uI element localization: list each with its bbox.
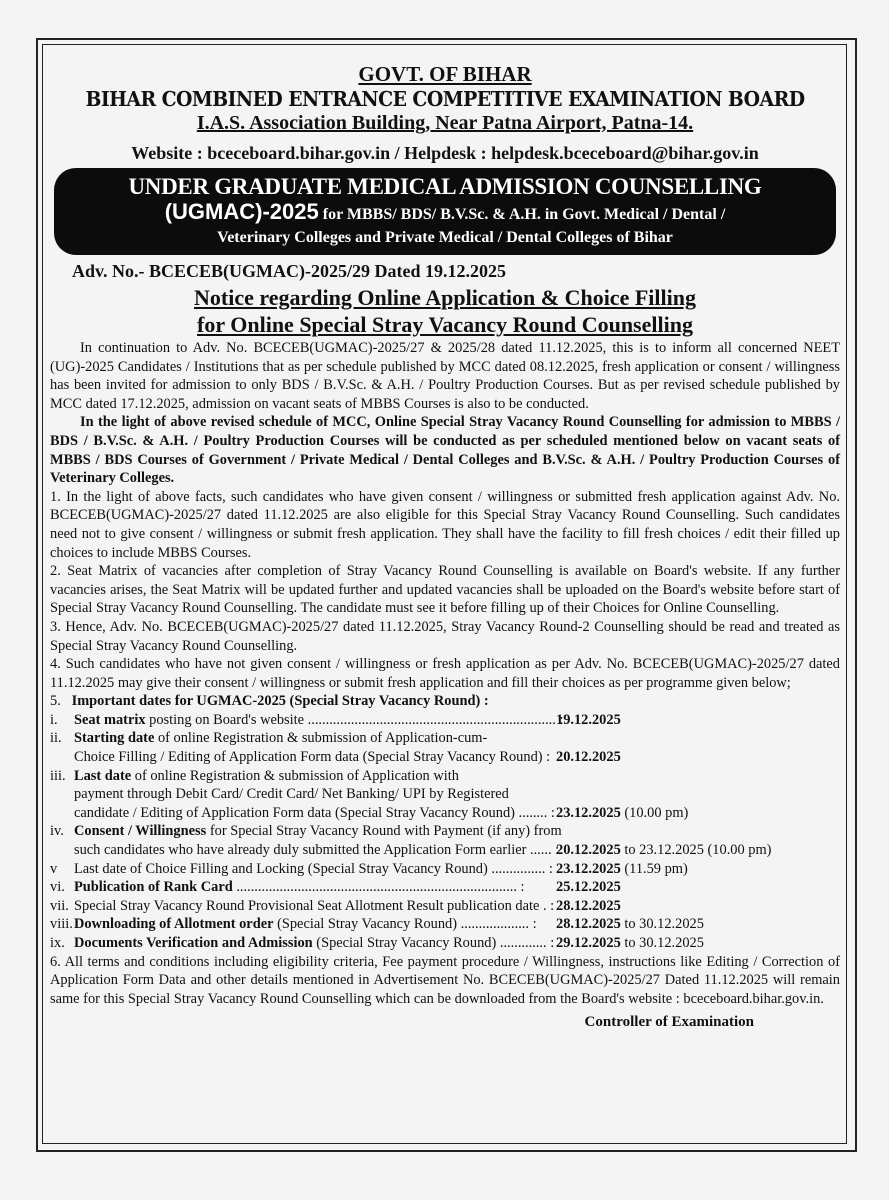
banner-line-2 (62, 200, 828, 227)
date-row-number: vii. (50, 897, 69, 914)
date-row-line: candidate / Editing of Application Form data (Special Stray Vacancy Round) ........ : (74, 804, 555, 821)
govt-heading: GOVT. OF BIHAR (358, 62, 532, 86)
date-row-date: 25.12.2025 (556, 879, 621, 896)
point-3: 3. Hence, Adv. No. BCECEB(UGMAC)-2025/27 dated 11.12.2025, Stray Vacancy Round-2 Counselling should be read and treated as Special Stray Vacancy Round Counselling. (50, 618, 840, 654)
date-row-suffix: (11.59 pm) (620, 860, 688, 877)
date-row-suffix: to 30.12.2025 (620, 935, 704, 951)
point-2: 2. Seat Matrix of vacancies after completion of Stray Vacancy Round Counselling is available on Board's website. If any further vacancies arises, the Seat Matrix will be updated further and updated vacancies shall be uploaded on the Board's website before start of Special Stray Vacancy Round Counselling. The candidate must see it before filling up of their Choices for Online Counselling. (50, 563, 840, 617)
point-5-heading (50, 692, 840, 711)
intro-paragraph: In continuation to Adv. No. BCECEB(UGMAC)-2025/27 & 2025/28 dated 11.12.2025, this is to inform all concerned NEET (UG)-2025 Candidates / Institutions that as per schedule published by MCC dated 08.12.2025, fresh application or consent / willingness has been invited for admission to only BDS / B.V.Sc. & A.H. / Poultry Production Courses. But as per revised schedule published by MCC dated 17.12.2025, admission on vacant seats of MBBS Courses is also to be conducted. (50, 340, 840, 412)
point-4: 4. Such candidates who have not given consent / willingness or fresh application as per Adv. No. BCECEB(UGMAC)-2025/27 dated 11.12.2025 may give their consent / willingness or submit fresh application and fill their choices as per programme given below; (50, 656, 840, 691)
notice-content (50, 52, 840, 1031)
date-row-date: 23.12.2025 (556, 860, 621, 877)
date-row-bold-label: Seat matrix (74, 711, 146, 728)
date-row-description (74, 729, 556, 766)
date-row-date: 29.12.2025 (556, 935, 621, 951)
notice-title-2: for Online Special Stray Vacancy Round Counselling (197, 312, 693, 337)
date-row-value (556, 711, 840, 730)
date-row-description (74, 711, 564, 730)
date-row-number: iv. (50, 823, 64, 840)
date-row-date: 28.12.2025 (556, 916, 621, 933)
date-row (50, 822, 840, 859)
date-row-number: viii. (50, 916, 73, 933)
date-row-value (556, 804, 840, 823)
date-row-description (74, 860, 556, 879)
date-row (50, 860, 840, 879)
date-row (50, 767, 840, 823)
date-row-description (74, 767, 556, 823)
date-row (50, 711, 840, 730)
date-row-description (74, 878, 556, 897)
date-row-line: Documents Verification and Admission (Special Stray Vacancy Round) ............. : (74, 935, 555, 951)
date-row-line: Starting date of online Registration & submission of Application-cum- (74, 730, 488, 747)
board-name: BIHAR COMBINED ENTRANCE COMPETITIVE EXAMINATION BOARD (85, 87, 805, 111)
date-row-number: ix. (50, 935, 65, 951)
banner-line-2-rest: for MBBS/ BDS/ B.V.Sc. & A.H. in Govt. Medical / Dental / (318, 206, 726, 223)
banner-ugmac: (UGMAC)-2025 (164, 199, 319, 224)
important-dates-list (50, 711, 840, 953)
date-row (50, 729, 840, 766)
date-row-date: 20.12.2025 (556, 749, 621, 766)
date-row-value (556, 915, 840, 934)
date-row-value (556, 897, 840, 916)
date-row-date: 20.12.2025 (556, 842, 621, 859)
date-row-description (74, 915, 556, 934)
date-row-line: Publication of Rank Card .............................................................................. : (74, 879, 525, 896)
date-row-line: such candidates who have already duly submitted the Application Form earlier ...... : (74, 842, 560, 859)
date-row-suffix: to 30.12.2025 (620, 916, 704, 933)
date-row-line: Downloading of Allotment order (Special Stray Vacancy Round) ................... : (74, 916, 537, 933)
date-row (50, 878, 840, 897)
date-row-value (556, 934, 840, 953)
date-row (50, 897, 840, 916)
date-row-bold-label: Downloading of Allotment order (74, 916, 274, 933)
point-1: 1. In the light of above facts, such candidates who have given consent / willingness or submitted fresh application against Adv. No. BCECEB(UGMAC)-2025/27 dated 11.12.2025 are also eligible for this Special Stray Vacancy Round Counselling. Such candidates need not to give consent / willingness or submit fresh application. They shall have the facility to fill fresh choices / edit their filled up choices to include MBBS Courses. (50, 488, 840, 561)
website-helpdesk: Website : bceceboard.bihar.gov.in / Helpdesk : helpdesk.bceceboard@bihar.gov.in (131, 143, 759, 163)
date-row-number: vi. (50, 879, 65, 896)
date-row-value (556, 841, 840, 860)
date-row (50, 934, 840, 953)
point-6: 6. All terms and conditions including eligibility criteria, Fee payment procedure / Willingness, instructions like Editing / Correction of Application Form Data and other details mentioned in Advertisement No. BCECEB(UGMAC)-2025/27 Dated 11.12.2025 will remain same for this Special Stray Vacancy Round Counselling which can be downloaded from the Board's website : bceceboard.bihar.gov.in. (50, 953, 840, 1007)
board-address: I.A.S. Association Building, Near Patna Airport, Patna-14. (196, 112, 694, 134)
date-row-line: Seat matrix posting on Board's website ..................................................................... : (74, 711, 564, 728)
date-row-date: 23.12.2025 (556, 804, 621, 821)
date-row-bold-label: Starting date (74, 730, 155, 747)
date-row-date: 28.12.2025 (556, 897, 621, 914)
notice-title-1: Notice regarding Online Application & Choice Filling (194, 285, 696, 310)
date-row-description (74, 822, 562, 859)
date-row-value (556, 748, 840, 767)
date-row-number: v (50, 860, 58, 877)
point-5-number: 5. (50, 693, 61, 710)
date-row-line: Last date of Choice Filling and Locking (Special Stray Vacancy Round) ............... : (74, 860, 553, 877)
date-row-bold-label: Consent / Willingness (74, 823, 207, 840)
date-row-value (556, 860, 840, 879)
date-row (50, 915, 840, 934)
date-row-line: Last date of online Registration & submission of Application with (74, 767, 459, 784)
date-row-number: i. (50, 711, 58, 728)
schedule-paragraph: In the light of above revised schedule of MCC, Online Special Stray Vacancy Round Counselling for admission to MBBS / BDS / B.V.Sc. & A.H. / Poultry Production Courses will be conducted as per scheduled mentioned below on vacant seats of MBBS / BDS Courses of Government / Private Medical / Dental Colleges and B.V.Sc. & A.H. / Poultry Production Courses of Veterinary Colleges. (50, 414, 840, 487)
date-row-description (74, 897, 556, 916)
date-row-line: Consent / Willingness for Special Stray Vacancy Round with Payment (if any) from (74, 823, 562, 840)
banner-line-3: Veterinary Colleges and Private Medical / Dental Colleges of Bihar (217, 229, 673, 246)
point-5-title: Important dates for UGMAC-2025 (Special Stray Vacancy Round) : (71, 693, 489, 710)
date-row-number: ii. (50, 730, 62, 747)
date-row-line: Special Stray Vacancy Round Provisional Seat Allotment Result publication date . : (74, 897, 555, 914)
advertisement-number: Adv. No.- BCECEB(UGMAC)-2025/29 Dated 19.12.2025 (72, 261, 506, 281)
date-row-line: payment through Debit Card/ Credit Card/ Net Banking/ UPI by Registered (74, 786, 509, 803)
date-row-description (74, 934, 556, 953)
date-row-suffix: (10.00 pm) (620, 804, 689, 821)
date-row-suffix: to 23.12.2025 (10.00 pm) (620, 842, 772, 859)
date-row-line: Choice Filling / Editing of Application Form data (Special Stray Vacancy Round) : (74, 749, 551, 766)
banner-line-1: UNDER GRADUATE MEDICAL ADMISSION COUNSELLING (128, 174, 762, 199)
date-row-date: 19.12.2025 (556, 711, 621, 728)
signature-controller: Controller of Examination (584, 1014, 754, 1031)
counselling-banner (54, 168, 836, 255)
date-row-bold-label: Documents Verification and Admission (74, 935, 313, 951)
date-row-value (556, 878, 840, 897)
date-row-bold-label: Last date (74, 767, 132, 784)
date-row-bold-label: Publication of Rank Card (74, 879, 233, 896)
date-row-number: iii. (50, 767, 66, 784)
